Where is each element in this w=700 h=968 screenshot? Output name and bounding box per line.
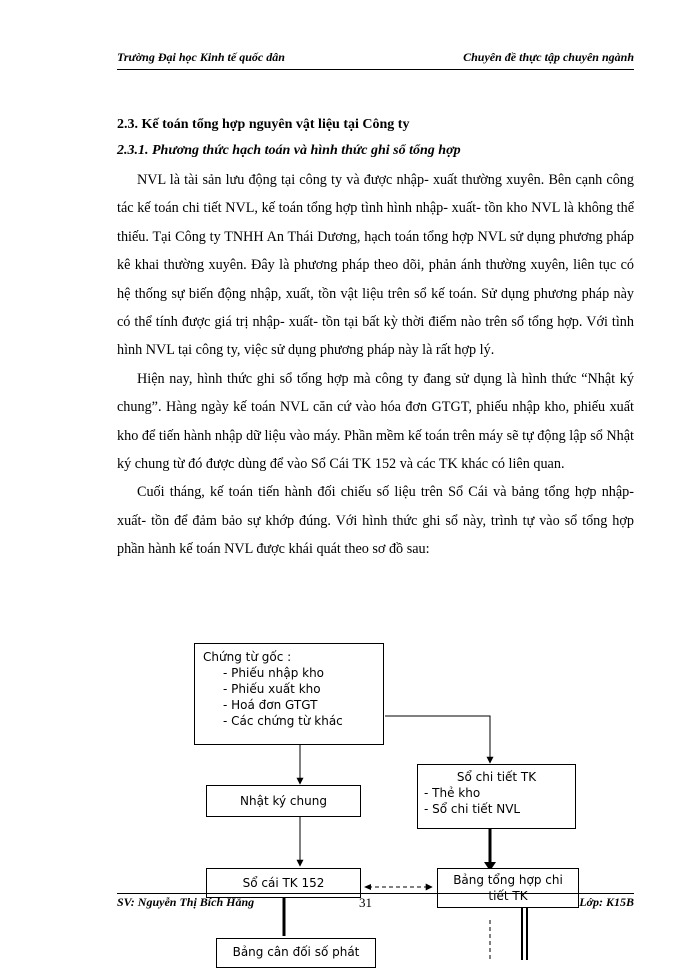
source-doc-item: - Phiếu xuất kho — [223, 682, 321, 696]
header-report-type: Chuyên đề thực tập chuyên ngành — [463, 50, 634, 64]
footer-class: Lớp: K15B — [579, 895, 634, 909]
box-detail-book — [417, 764, 576, 829]
page-number: 31 — [359, 895, 372, 910]
footer-rule — [117, 893, 634, 894]
footer-student: SV: Nguyễn Thị Bích Hằng — [117, 895, 255, 909]
summary-table-line: tiết TK — [488, 889, 528, 903]
summary-table-line: Bảng tổng hợp chi — [453, 873, 563, 887]
source-doc-item: - Phiếu nhập kho — [223, 666, 325, 680]
source-doc-item: - Các chứng từ khác — [223, 714, 343, 728]
header-school: Trường Đại học Kinh tế quốc dân — [117, 50, 285, 64]
detail-book-title: Sổ chi tiết TK — [456, 770, 537, 784]
box-balance-sheet — [216, 938, 376, 968]
paragraph-2: Hiện nay, hình thức ghi sổ tổng hợp mà công ty đang sử dụng là hình thức “Nhật ký chung”. Hàng ngày kế toán NVL căn cứ vào hóa đơn GTGT, phiếu nhập kho, phiếu xuất kho để tiến hành nhập dữ liệu vào máy. Phần mềm kế toán trên máy sẽ tự động lập sổ Nhật ký chung từ đó được dùng để vào Sổ Cái TK 152 và các TK khác có liên quan. — [117, 370, 634, 473]
section-subtitle: 2.3.1. Phương thức hạch toán và hình thức ghi sổ tổng hợp — [117, 143, 461, 158]
box-summary-table — [437, 868, 579, 908]
paragraph-3: Cuối tháng, kế toán tiến hành đối chiếu số liệu trên Sổ Cái và bảng tổng hợp nhập- xuất- tồn để đảm bảo sự khớp đúng. Với hình thức ghi sổ này, trình tự vào sổ tổng hợp phần hành kế toán NVL được khái quát theo sơ đồ sau: — [117, 484, 634, 558]
detail-book-item: - Sổ chi tiết NVL — [424, 802, 521, 816]
detail-book-item: - Thẻ kho — [424, 786, 481, 800]
source-docs-title: Chứng từ gốc : — [203, 650, 292, 664]
balance-sheet-label: Bảng cân đối số phát — [232, 945, 360, 959]
general-journal-label: Nhật ký chung — [240, 794, 327, 808]
box-general-journal — [206, 785, 361, 817]
arrow-source-to-detail — [385, 716, 490, 763]
section-title: 2.3. Kế toán tổng hợp nguyên vật liệu tại Công ty — [117, 117, 410, 132]
ledger-label: Sổ cái TK 152 — [242, 876, 325, 890]
paragraph-1: NVL là tài sản lưu động tại công ty và được nhập- xuất thường xuyên. Bên cạnh công tác kế toán chi tiết NVL, kế toán tổng hợp tình hình nhập- xuất- tồn kho NVL là không thể thiếu. Tại Công ty TNHH An Thái Dương, hạch toán tổng hợp NVL sử dụng phương pháp kê khai thường xuyên. Đây là phương pháp theo dõi, phản ánh thường xuyên, liên tục có hệ thống sự biến động nhập, xuất, tồn vật liệu trên sổ kế toán. Sử dụng phương pháp này có thể tính được giá trị nhập- xuất- tồn tại bất kỳ thời điểm nào trên sổ tổng hợp. Với tình hình NVL tại công ty, việc sử dụng phương pháp này là rất hợp lý. — [117, 172, 634, 359]
box-source-documents — [194, 643, 384, 745]
source-doc-item: - Hoá đơn GTGT — [223, 698, 318, 712]
